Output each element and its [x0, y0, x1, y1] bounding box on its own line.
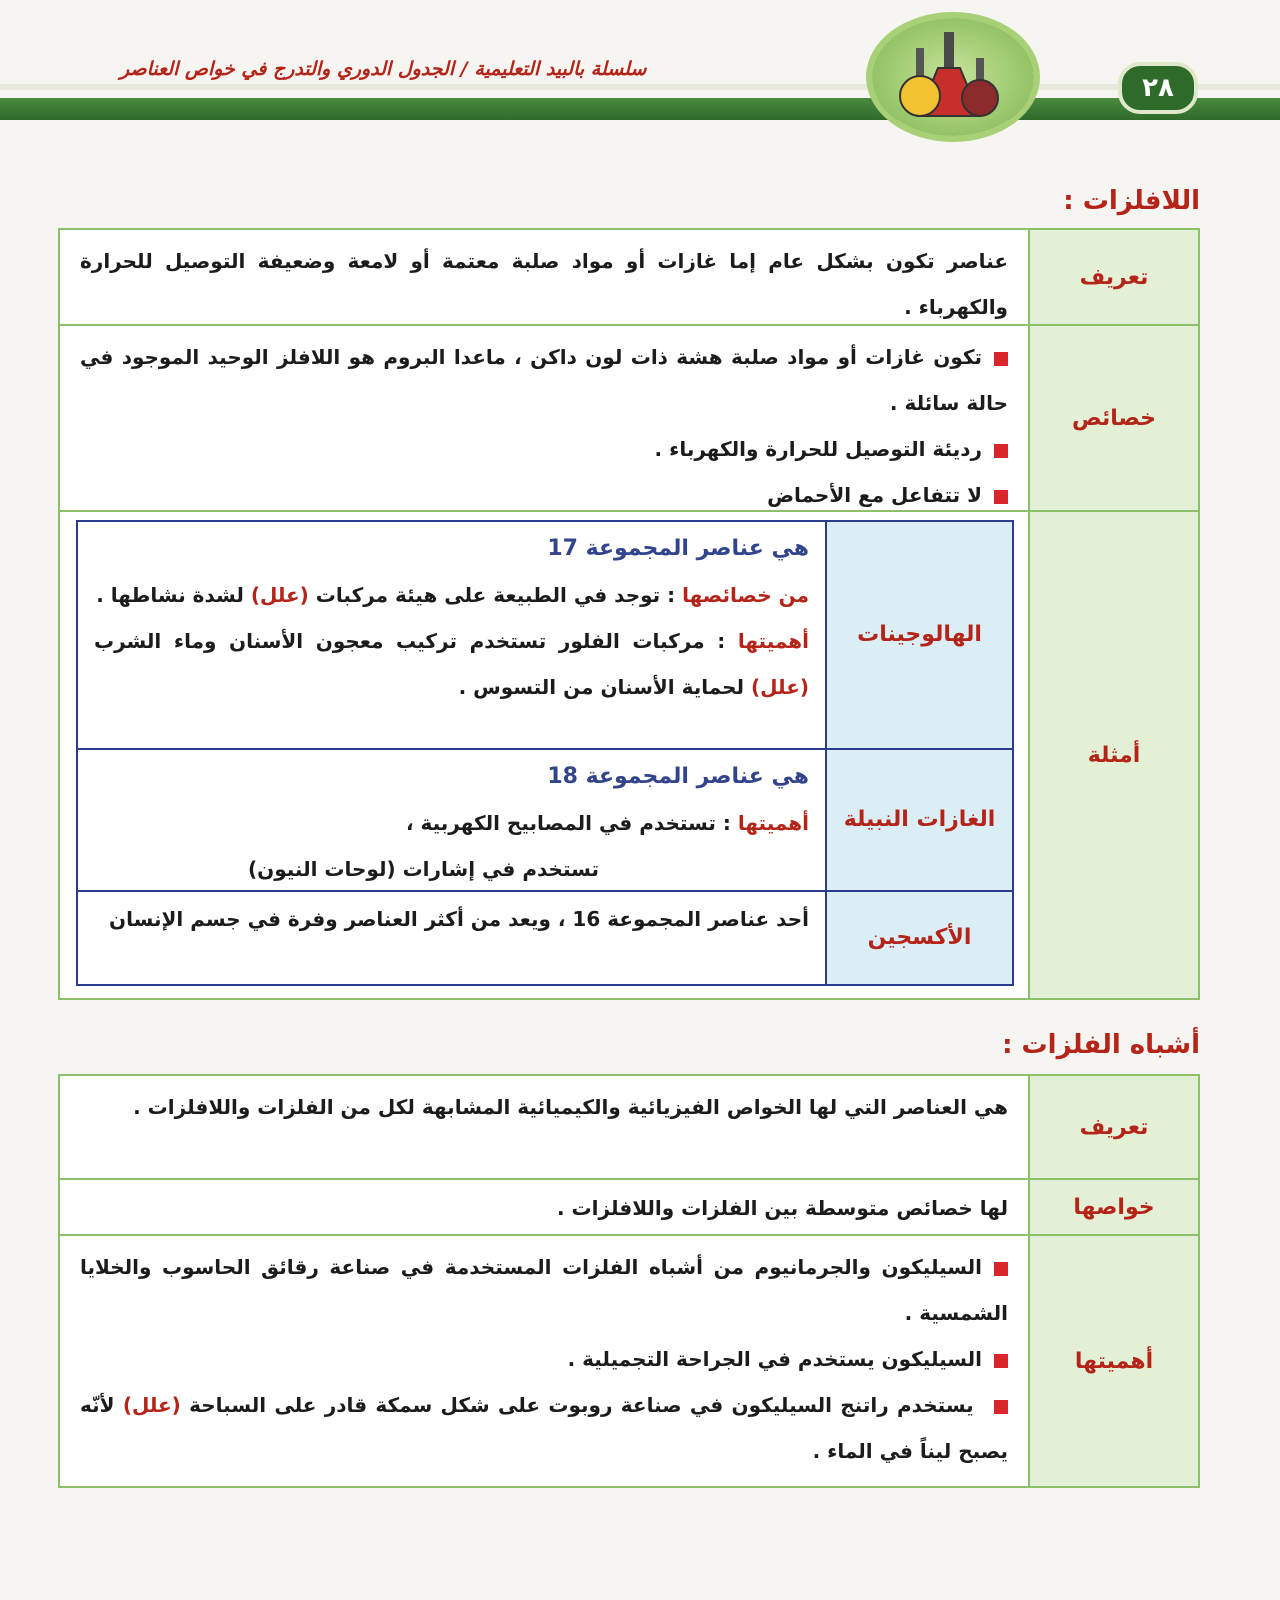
- noble-gases-importance-label: أهميتها: [737, 811, 809, 835]
- importance-item-reason: لأنّه يصبح ليناً في الماء .: [80, 1393, 1008, 1463]
- definition-row: [60, 230, 1198, 326]
- noble-gases-label: الغازات النبيلة: [825, 750, 1012, 890]
- halogens-importance-text: : مركبات الفلور تستخدم تركيب معجون الأسنان وماء الشرب: [94, 629, 726, 653]
- metalloids-definition-row: [60, 1076, 1198, 1180]
- properties-list: [60, 326, 1028, 510]
- metalloids-title: أشباه الفلزات :: [1002, 1030, 1200, 1060]
- nonmetals-table: [58, 228, 1200, 1000]
- metalloids-importance-row: [60, 1236, 1198, 1486]
- halogens-props-reason: لشدة نشاطها .: [96, 583, 244, 607]
- halogens-group: هي عناصر المجموعة 17: [547, 536, 809, 561]
- noble-gases-importance-text: : تستخدم في المصابيح الكهربية ،: [405, 811, 731, 835]
- metalloids-table: [58, 1074, 1200, 1488]
- halogens-content: [78, 522, 825, 748]
- metalloids-definition-text: هي العناصر التي لها الخواص الفيزيائية والكيميائية المشابهة لكل من الفلزات واللافلزات .: [133, 1095, 1008, 1119]
- metalloids-properties-label: خواصها: [1028, 1180, 1198, 1234]
- metalloids-importance-label: أهميتها: [1028, 1236, 1198, 1486]
- header-band: [0, 98, 1280, 120]
- page-header: [0, 0, 1280, 135]
- examples-cell: [60, 512, 1028, 998]
- halogens-importance: [94, 618, 809, 710]
- oxygen-row: [78, 892, 1012, 984]
- reason-tag: (علل): [250, 583, 309, 607]
- importance-item: السيليكون يستخدم في الجراحة التجميلية .: [80, 1336, 1008, 1382]
- halogens-row: [78, 522, 1012, 750]
- noble-gases-row: [78, 750, 1012, 892]
- metalloids-definition-label: تعريف: [1028, 1076, 1198, 1178]
- examples-label: أمثلة: [1028, 512, 1198, 998]
- property-item: رديئة التوصيل للحرارة والكهرباء .: [80, 426, 1008, 472]
- header-rule: [0, 84, 1280, 90]
- oxygen-label: الأكسجين: [825, 892, 1012, 984]
- reason-tag: (علل): [751, 675, 809, 699]
- property-item: لا تتفاعل مع الأحماض: [80, 472, 1008, 518]
- examples-row: [60, 512, 1198, 998]
- properties-row: [60, 326, 1198, 512]
- reason-tag: (علل): [122, 1393, 181, 1417]
- nonmetals-title: اللافلزات :: [1063, 186, 1200, 216]
- metalloids-properties-text: لها خصائص متوسطة بين الفلزات واللافلزات .: [556, 1196, 1008, 1220]
- definition-label: تعريف: [1028, 230, 1198, 324]
- title-separator: /: [460, 58, 468, 80]
- running-title: [120, 58, 850, 80]
- importance-item-text: يستخدم راتنج السيليكون في صناعة روبوت على شكل سمكة قادر على السباحة: [189, 1393, 974, 1417]
- oxygen-text: أحد عناصر المجموعة 16 ، ويعد من أكثر العناصر وفرة في جسم الإنسان: [109, 907, 809, 931]
- halogens-importance-reason: لحماية الأسنان من التسوس .: [458, 675, 745, 699]
- metalloids-importance-list: [60, 1236, 1028, 1486]
- examples-table: [76, 520, 1014, 986]
- noble-gases-content: [78, 750, 825, 890]
- halogens-props-label: من خصائصها: [682, 583, 809, 607]
- halogens-props-text: : توجد في الطبيعة على هيئة مركبات: [315, 583, 676, 607]
- halogens-label: الهالوجينات: [825, 522, 1012, 748]
- series-name: سلسلة بالبيد التعليمية: [474, 58, 647, 80]
- importance-item: السيليكون والجرمانيوم من أشباه الفلزات المستخدمة في صناعة رقائق الحاسوب والخلايا الشمسية .: [80, 1244, 1008, 1336]
- noble-gases-importance-2: تستخدم في إشارات (لوحات النيون): [248, 857, 599, 881]
- importance-item: [80, 1382, 1008, 1474]
- noble-gases-importance: [94, 800, 809, 846]
- chemistry-flasks-icon: [872, 18, 1034, 136]
- halogens-properties: [94, 572, 809, 618]
- properties-label: خصائص: [1028, 326, 1198, 510]
- property-item: تكون غازات أو مواد صلبة هشة ذات لون داكن ، ماعدا البروم هو اللافلز الوحيد الموجود في حالة سائلة .: [80, 334, 1008, 426]
- definition-text: عناصر تكون بشكل عام إما غازات أو مواد صلبة معتمة أو لامعة وضعيفة التوصيل للحرارة والكهرباء .: [80, 249, 1008, 319]
- noble-gases-group: هي عناصر المجموعة 18: [547, 764, 809, 789]
- page-number: ٢٨: [1118, 62, 1198, 114]
- halogens-importance-label: أهميتها: [737, 629, 809, 653]
- book-title: الجدول الدوري والتدرج في خواص العناصر: [120, 58, 455, 80]
- metalloids-properties-row: [60, 1180, 1198, 1236]
